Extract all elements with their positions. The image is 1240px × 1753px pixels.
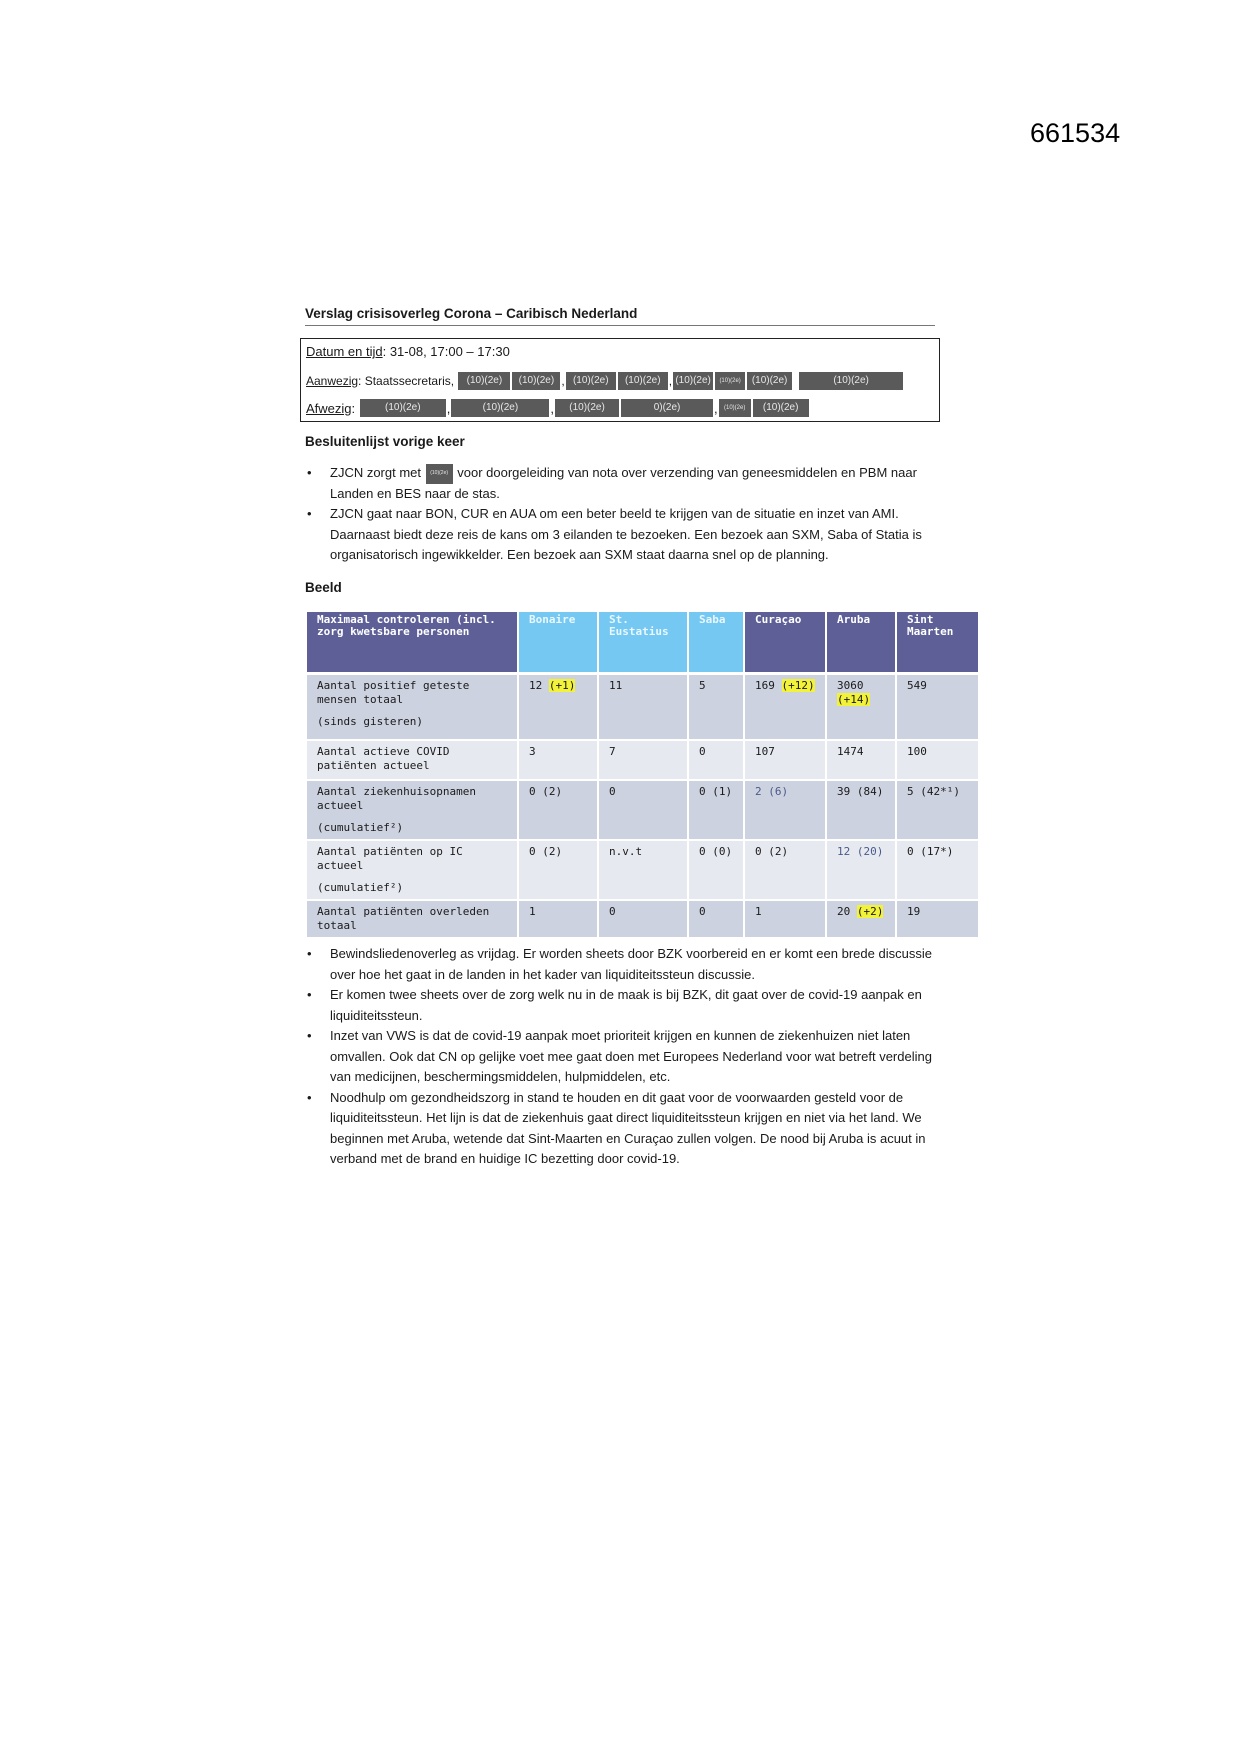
redaction-box: (10)(2e) (747, 372, 792, 390)
row-label-cell (307, 901, 517, 939)
cell-value: 5 (699, 679, 706, 692)
redaction-box: (10)(2e) (618, 372, 668, 390)
redaction-box: (10)(2e) (360, 399, 446, 417)
table-cell (689, 675, 743, 741)
table-cell (827, 741, 895, 781)
table-row (307, 741, 978, 781)
cell-value: 0 (2) (755, 845, 789, 858)
besluit-text: ZJCN zorgt met (330, 465, 422, 480)
table-cell (599, 901, 687, 939)
table-cell (897, 675, 978, 741)
column-header: Aruba (827, 612, 895, 675)
list-item (305, 504, 945, 566)
cell-value: n.v.t (609, 845, 643, 858)
table-cell (827, 675, 895, 741)
aanwezig-row: Aanwezig : Staatssecretaris, (10)(2e) (10)(2e) , (10)(2e) (10)(2e) , (10)(2e) (10)(2e) (10)(2e) (10)(2e) (306, 372, 904, 390)
section-heading-besluiten: Besluitenlijst vorige keer (305, 434, 465, 449)
redaction-box: (10)(2e) (799, 372, 903, 390)
list-item (305, 1026, 945, 1088)
table-cell (599, 841, 687, 901)
column-header: Curaçao (745, 612, 825, 675)
meeting-info-box (300, 338, 940, 422)
row-label: Aantal actieve COVID patiënten actueel (317, 745, 450, 772)
redaction-box: (10)(2e) (426, 464, 453, 484)
cell-value: 3060 (837, 679, 864, 692)
cell-value: 1 (755, 905, 762, 918)
row-sublabel: (cumulatief²) (317, 881, 404, 894)
table-cell (689, 741, 743, 781)
column-header: Bonaire (519, 612, 597, 675)
cell-change-highlight: (+2) (856, 905, 884, 918)
table-row (307, 781, 978, 841)
cell-value: 7 (609, 745, 616, 758)
column-header: St. Eustatius (599, 612, 687, 675)
note-text: Noodhulp om gezondheidszorg in stand te houden en dit gaat voor de voorwaarden gesteld voor de liquiditeitssteun. Het lijn is dat de ziekenhuis gaat direct liquiditeitssteun krijgen en niet via het land. We beginnen met Aruba, wetende dat Sint-Maarten en Curaçao zullen volgen. De nood bij Aruba is acuut in verband met de brand en huidige IC bezetting door covid-19. (330, 1089, 926, 1166)
cell-value: 107 (755, 745, 775, 758)
table-cell (745, 901, 825, 939)
list-item (305, 1088, 945, 1170)
cell-value: 0 (2) (529, 785, 563, 798)
cell-value: 549 (907, 679, 927, 692)
column-header: Saba (689, 612, 743, 675)
row-sublabel: (sinds gisteren) (317, 715, 423, 728)
bullet-icon: • (307, 1028, 312, 1043)
row-label: Aantal patiënten overleden totaal (317, 905, 490, 932)
redaction-box: (10)(2e) (719, 399, 751, 417)
table-cell (827, 781, 895, 841)
table-row (307, 675, 978, 741)
aanwezig-value: : Staatssecretaris, (358, 374, 455, 388)
table-cell (897, 841, 978, 901)
redaction-box: (10)(2e) (753, 399, 809, 417)
table-cell (599, 675, 687, 741)
cell-value: 0 (2) (529, 845, 563, 858)
cell-value: 0 (1) (699, 785, 733, 798)
table-cell (689, 841, 743, 901)
table-cell (519, 901, 597, 939)
cell-value: 12 (20) (837, 845, 884, 858)
cell-value: 100 (907, 745, 927, 758)
redaction-box: (10)(2e) (451, 399, 549, 417)
redaction-box: (10)(2e) (555, 399, 619, 417)
cell-value: 3 (529, 745, 536, 758)
row-label: Aantal positief geteste mensen totaal (317, 679, 470, 706)
cell-value: 11 (609, 679, 623, 692)
document-number: 661534 (1030, 118, 1121, 148)
row-label: Aantal ziekenhuisopnamen actueel (317, 785, 476, 812)
besluit-text: voor doorgeleiding van nota over verzending van geneesmiddelen en PBM naar Landen en BES naar de stas. (330, 465, 917, 501)
note-text: Bewindsliedenoverleg as vrijdag. Er worden sheets door BZK voorbereid en er komt een brede discussie over hoe het gaat in de landen in het kader van liquiditeitssteun discussie. (330, 946, 932, 982)
table-cell (827, 841, 895, 901)
cell-value: 0 (699, 745, 706, 758)
bullet-icon: • (307, 987, 312, 1002)
table-cell (745, 781, 825, 841)
cell-value: 169 (755, 679, 775, 692)
besluiten-list (305, 463, 945, 566)
datum-value: : 31-08, 17:00 – 17:30 (382, 344, 510, 359)
page-title: Verslag crisisoverleg Corona – Caribisch Nederland (305, 306, 935, 326)
status-table (305, 612, 980, 939)
redaction-box: 0)(2e) (621, 399, 713, 417)
list-item (305, 985, 945, 1026)
cell-change-highlight: (+1) (548, 679, 576, 692)
cell-value: 0 (609, 905, 616, 918)
section-heading-beeld: Beeld (305, 580, 342, 595)
list-item (305, 944, 945, 985)
afwezig-row: Afwezig : (10)(2e) , (10)(2e) , (10)(2e) 0)(2e) , (10)(2e) (10)(2e) (306, 399, 810, 417)
row-label-cell (307, 741, 517, 781)
table-header-row (307, 612, 978, 675)
cell-value: 20 (837, 905, 851, 918)
cell-value: 1 (529, 905, 536, 918)
cell-value: 39 (84) (837, 785, 884, 798)
redaction-box: (10)(2e) (673, 372, 713, 390)
bullet-icon: • (307, 1089, 312, 1105)
cell-value: 0 (0) (699, 845, 733, 858)
table-row (307, 901, 978, 939)
cell-value: 0 (609, 785, 616, 798)
cell-value: 1474 (837, 745, 864, 758)
column-header: Sint Maarten (897, 612, 978, 675)
list-item (305, 463, 945, 504)
aanwezig-label: Aanwezig (306, 374, 359, 388)
bullet-icon: • (307, 506, 312, 522)
cell-value: 2 (6) (755, 785, 789, 798)
table-cell (897, 901, 978, 939)
bullet-icon: • (307, 465, 312, 480)
note-text: Inzet van VWS is dat de covid-19 aanpak moet prioriteit krijgen en kunnen de ziekenhuizen niet laten omvallen. Ook dat CN op gelijke voet mee gaat doen met Europees Nederland voor wat betreft verdeling van medicijnen, beschermingsmiddelen, hulpmiddelen, etc. (330, 1028, 932, 1084)
cell-value: 19 (907, 905, 921, 918)
datum-row (306, 344, 510, 359)
table-cell (519, 841, 597, 901)
row-label: Aantal patiënten op IC actueel (317, 845, 463, 872)
table-row (307, 841, 978, 901)
redaction-box: (10)(2e) (566, 372, 616, 390)
table-cell (599, 781, 687, 841)
notes-list (305, 944, 945, 1170)
datum-label: Datum en tijd (306, 344, 383, 359)
table-corner-header: Maximaal controleren (incl. zorg kwetsbare personen (307, 612, 517, 675)
cell-value: 0 (699, 905, 706, 918)
table-cell (745, 841, 825, 901)
table-cell (745, 675, 825, 741)
cell-value: 0 (17*) (907, 845, 954, 858)
note-text: Er komen twee sheets over de zorg welk nu in de maak is bij BZK, dit gaat over de covid-19 aanpak en liquiditeitssteun. (330, 987, 922, 1023)
redaction-box: (10)(2e) (715, 372, 745, 390)
table-cell (897, 741, 978, 781)
status-table-container (305, 612, 980, 939)
cell-value: 12 (529, 679, 543, 692)
table-cell (519, 781, 597, 841)
table-cell (745, 741, 825, 781)
table-cell (519, 675, 597, 741)
redaction-box: (10)(2e) (512, 372, 560, 390)
cell-value: 5 (42*¹) (907, 785, 960, 798)
table-cell (689, 781, 743, 841)
table-cell (897, 781, 978, 841)
afwezig-label: Afwezig (306, 400, 352, 416)
table-cell (689, 901, 743, 939)
row-label-cell (307, 781, 517, 841)
row-sublabel: (cumulatief²) (317, 821, 404, 834)
besluit-text: ZJCN gaat naar BON, CUR en AUA om een beter beeld te krijgen van de situatie en inzet van AMI. Daarnaast biedt deze reis de kans om 3 eilanden te bezoeken. Een bezoek aan SXM, Saba of Statia is organisatorisch ingewikkelder. Een bezoek aan SXM staat daarna snel op de planning. (330, 506, 922, 563)
cell-change-highlight: (+12) (781, 679, 815, 692)
table-cell (599, 741, 687, 781)
redaction-box: (10)(2e) (458, 372, 510, 390)
cell-change-highlight: (+14) (837, 693, 871, 706)
row-label-cell (307, 675, 517, 741)
table-cell (519, 741, 597, 781)
bullet-icon: • (307, 946, 312, 961)
row-label-cell (307, 841, 517, 901)
afwezig-value: : (351, 400, 356, 416)
table-cell (827, 901, 895, 939)
